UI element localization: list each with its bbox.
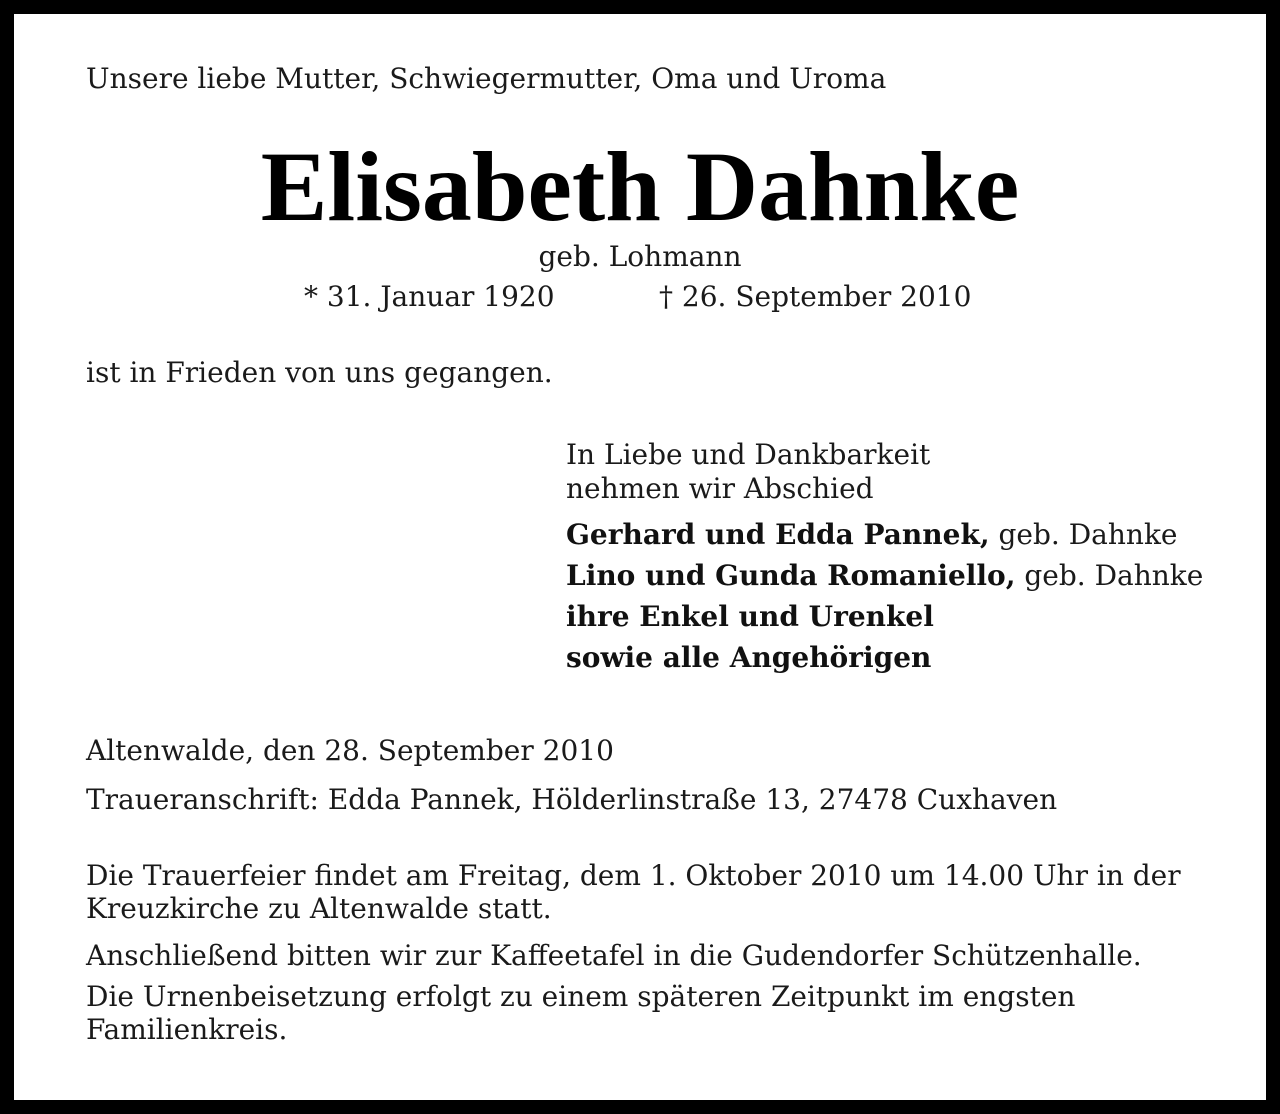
grandchildren-line: ihre Enkel und Urenkel	[566, 600, 934, 633]
mourner-suffix: geb. Dahnke	[1015, 559, 1204, 592]
farewell-line-2: nehmen wir Abschied	[566, 472, 874, 505]
deceased-name: Elisabeth Dahnke	[260, 131, 1020, 242]
farewell-line-1: In Liebe und Dankbarkeit	[566, 438, 931, 471]
ceremony-paragraph: Die Trauerfeier findet am Freitag, dem 1. Oktober 2010 um 14.00 Uhr in der Kreuzkirche zu Altenwalde statt.	[86, 859, 1181, 925]
death-date: † 26. September 2010	[659, 280, 972, 313]
obituary-notice	[14, 14, 1266, 1100]
burial-paragraph: Die Urnenbeisetzung erfolgt zu einem späteren Zeitpunkt im engsten Familienkreis.	[86, 980, 1076, 1046]
mourner-entry	[566, 559, 1203, 593]
mourner-name: Lino und Gunda Romaniello,	[566, 559, 1016, 592]
maiden-name: geb. Lohmann	[538, 240, 742, 273]
coffee-paragraph: Anschließend bitten wir zur Kaffeetafel in die Gudendorfer Schützenhalle.	[86, 939, 1142, 972]
mourner-suffix: geb. Dahnke	[989, 518, 1178, 551]
intro-line: Unsere liebe Mutter, Schwiegermutter, Oma und Uroma	[86, 62, 887, 95]
mourner-entry	[566, 518, 1177, 552]
mourner-name: Gerhard und Edda Pannek,	[566, 518, 990, 551]
passed-statement: ist in Frieden von uns gegangen.	[86, 356, 553, 389]
mourning-address: Traueranschrift: Edda Pannek, Hölderlinstraße 13, 27478 Cuxhaven	[86, 783, 1058, 816]
place-date: Altenwalde, den 28. September 2010	[86, 734, 614, 767]
relatives-line: sowie alle Angehörigen	[566, 641, 932, 674]
birth-date: * 31. Januar 1920	[304, 280, 555, 313]
